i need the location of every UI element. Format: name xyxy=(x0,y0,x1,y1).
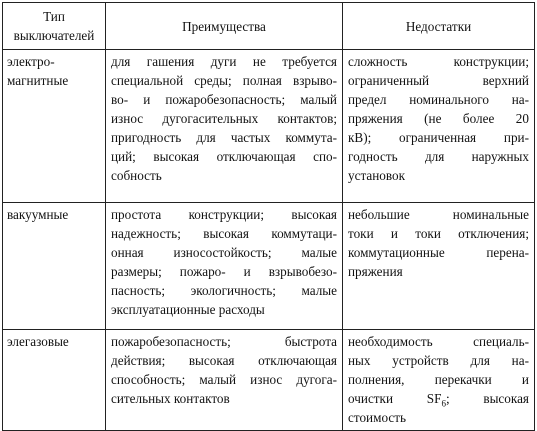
disadvantages-line-sf6 xyxy=(348,389,529,408)
disadvantages-line: ограниченный верхний xyxy=(348,73,529,88)
type-cell xyxy=(3,203,106,330)
header-disadvantages: Недостатки xyxy=(343,3,535,50)
disadvantages-line: предел номинального на- xyxy=(348,92,529,107)
disadvantages-line: небольшие номинальные xyxy=(348,207,529,222)
table-header-row xyxy=(3,3,535,50)
disadvantages-line: годность для наружных xyxy=(348,149,529,164)
disadvantages-line: кВ); ограниченная при- xyxy=(348,130,529,145)
disadvantages-cell xyxy=(343,50,535,203)
type-line: электро- xyxy=(7,54,55,69)
disadvantages-cell xyxy=(343,203,535,330)
sf6-suffix: ; высокая xyxy=(445,391,529,406)
advantages-line: во- и пожаробезопасность; малый xyxy=(111,92,337,107)
advantages-cell xyxy=(106,330,343,431)
advantages-line: сительных контактов xyxy=(111,391,230,406)
disadvantages-line: необходимость специаль- xyxy=(348,334,529,349)
header-type-line-2: выключателей xyxy=(13,28,95,43)
sf6-text: очистки SF xyxy=(348,391,442,406)
disadvantages-line: коммутационные перена- xyxy=(348,245,529,260)
disadvantages-line: пряжения xyxy=(348,264,403,279)
disadvantages-line: сложность конструкции; xyxy=(348,54,529,69)
header-type xyxy=(3,3,106,50)
advantages-line: собность xyxy=(111,168,162,183)
advantages-line: эксплуатационные расходы xyxy=(111,302,265,317)
type-line: вакуумные xyxy=(7,207,69,222)
header-advantages: Преимущества xyxy=(106,3,343,50)
advantages-line: надежность; высокая коммутаци- xyxy=(111,226,337,241)
disadvantages-line: ных устройств для на- xyxy=(348,353,529,368)
advantages-line: онная износостойкость; малые xyxy=(111,245,337,260)
advantages-line: пасность; экологичность; малые xyxy=(111,283,337,298)
advantages-line: пожаробезопасность; быстрота xyxy=(111,334,337,349)
type-cell xyxy=(3,50,106,203)
table-row xyxy=(3,203,535,330)
table-row xyxy=(3,50,535,203)
type-line: элегазовые xyxy=(7,334,69,349)
disadvantages-line: токи и токи отключения; xyxy=(348,226,529,241)
advantages-line: способность; малый износ дугога- xyxy=(111,372,337,387)
advantages-line: специальной среды; полная взрыво- xyxy=(111,73,337,88)
advantages-line: износ дугогасительных контактов; xyxy=(111,111,337,126)
disadvantages-line: стоимость xyxy=(348,410,406,425)
sf6-subscript: 6 xyxy=(441,398,446,409)
advantages-cell xyxy=(106,50,343,203)
disadvantages-cell xyxy=(343,330,535,431)
disadvantages-line: полнения, перекачки и xyxy=(348,372,529,387)
comparison-table xyxy=(2,2,535,431)
advantages-line: размеры; пожаро- и взрывобезо- xyxy=(111,264,337,279)
advantages-cell xyxy=(106,203,343,330)
type-cell xyxy=(3,330,106,431)
advantages-line: пригодность для частых коммута- xyxy=(111,130,337,145)
disadvantages-line: установок xyxy=(348,168,406,183)
header-type-line-1: Тип xyxy=(43,9,65,24)
table-row xyxy=(3,330,535,431)
advantages-line: ций; высокая отключающая спо- xyxy=(111,149,337,164)
disadvantages-line: пряжения (не более 20 xyxy=(348,111,529,126)
type-line: магнитные xyxy=(7,73,69,88)
advantages-line: для гашения дуги не требуется xyxy=(111,54,337,69)
advantages-line: простота конструкции; высокая xyxy=(111,207,337,222)
advantages-line: действия; высокая отключающая xyxy=(111,353,337,368)
